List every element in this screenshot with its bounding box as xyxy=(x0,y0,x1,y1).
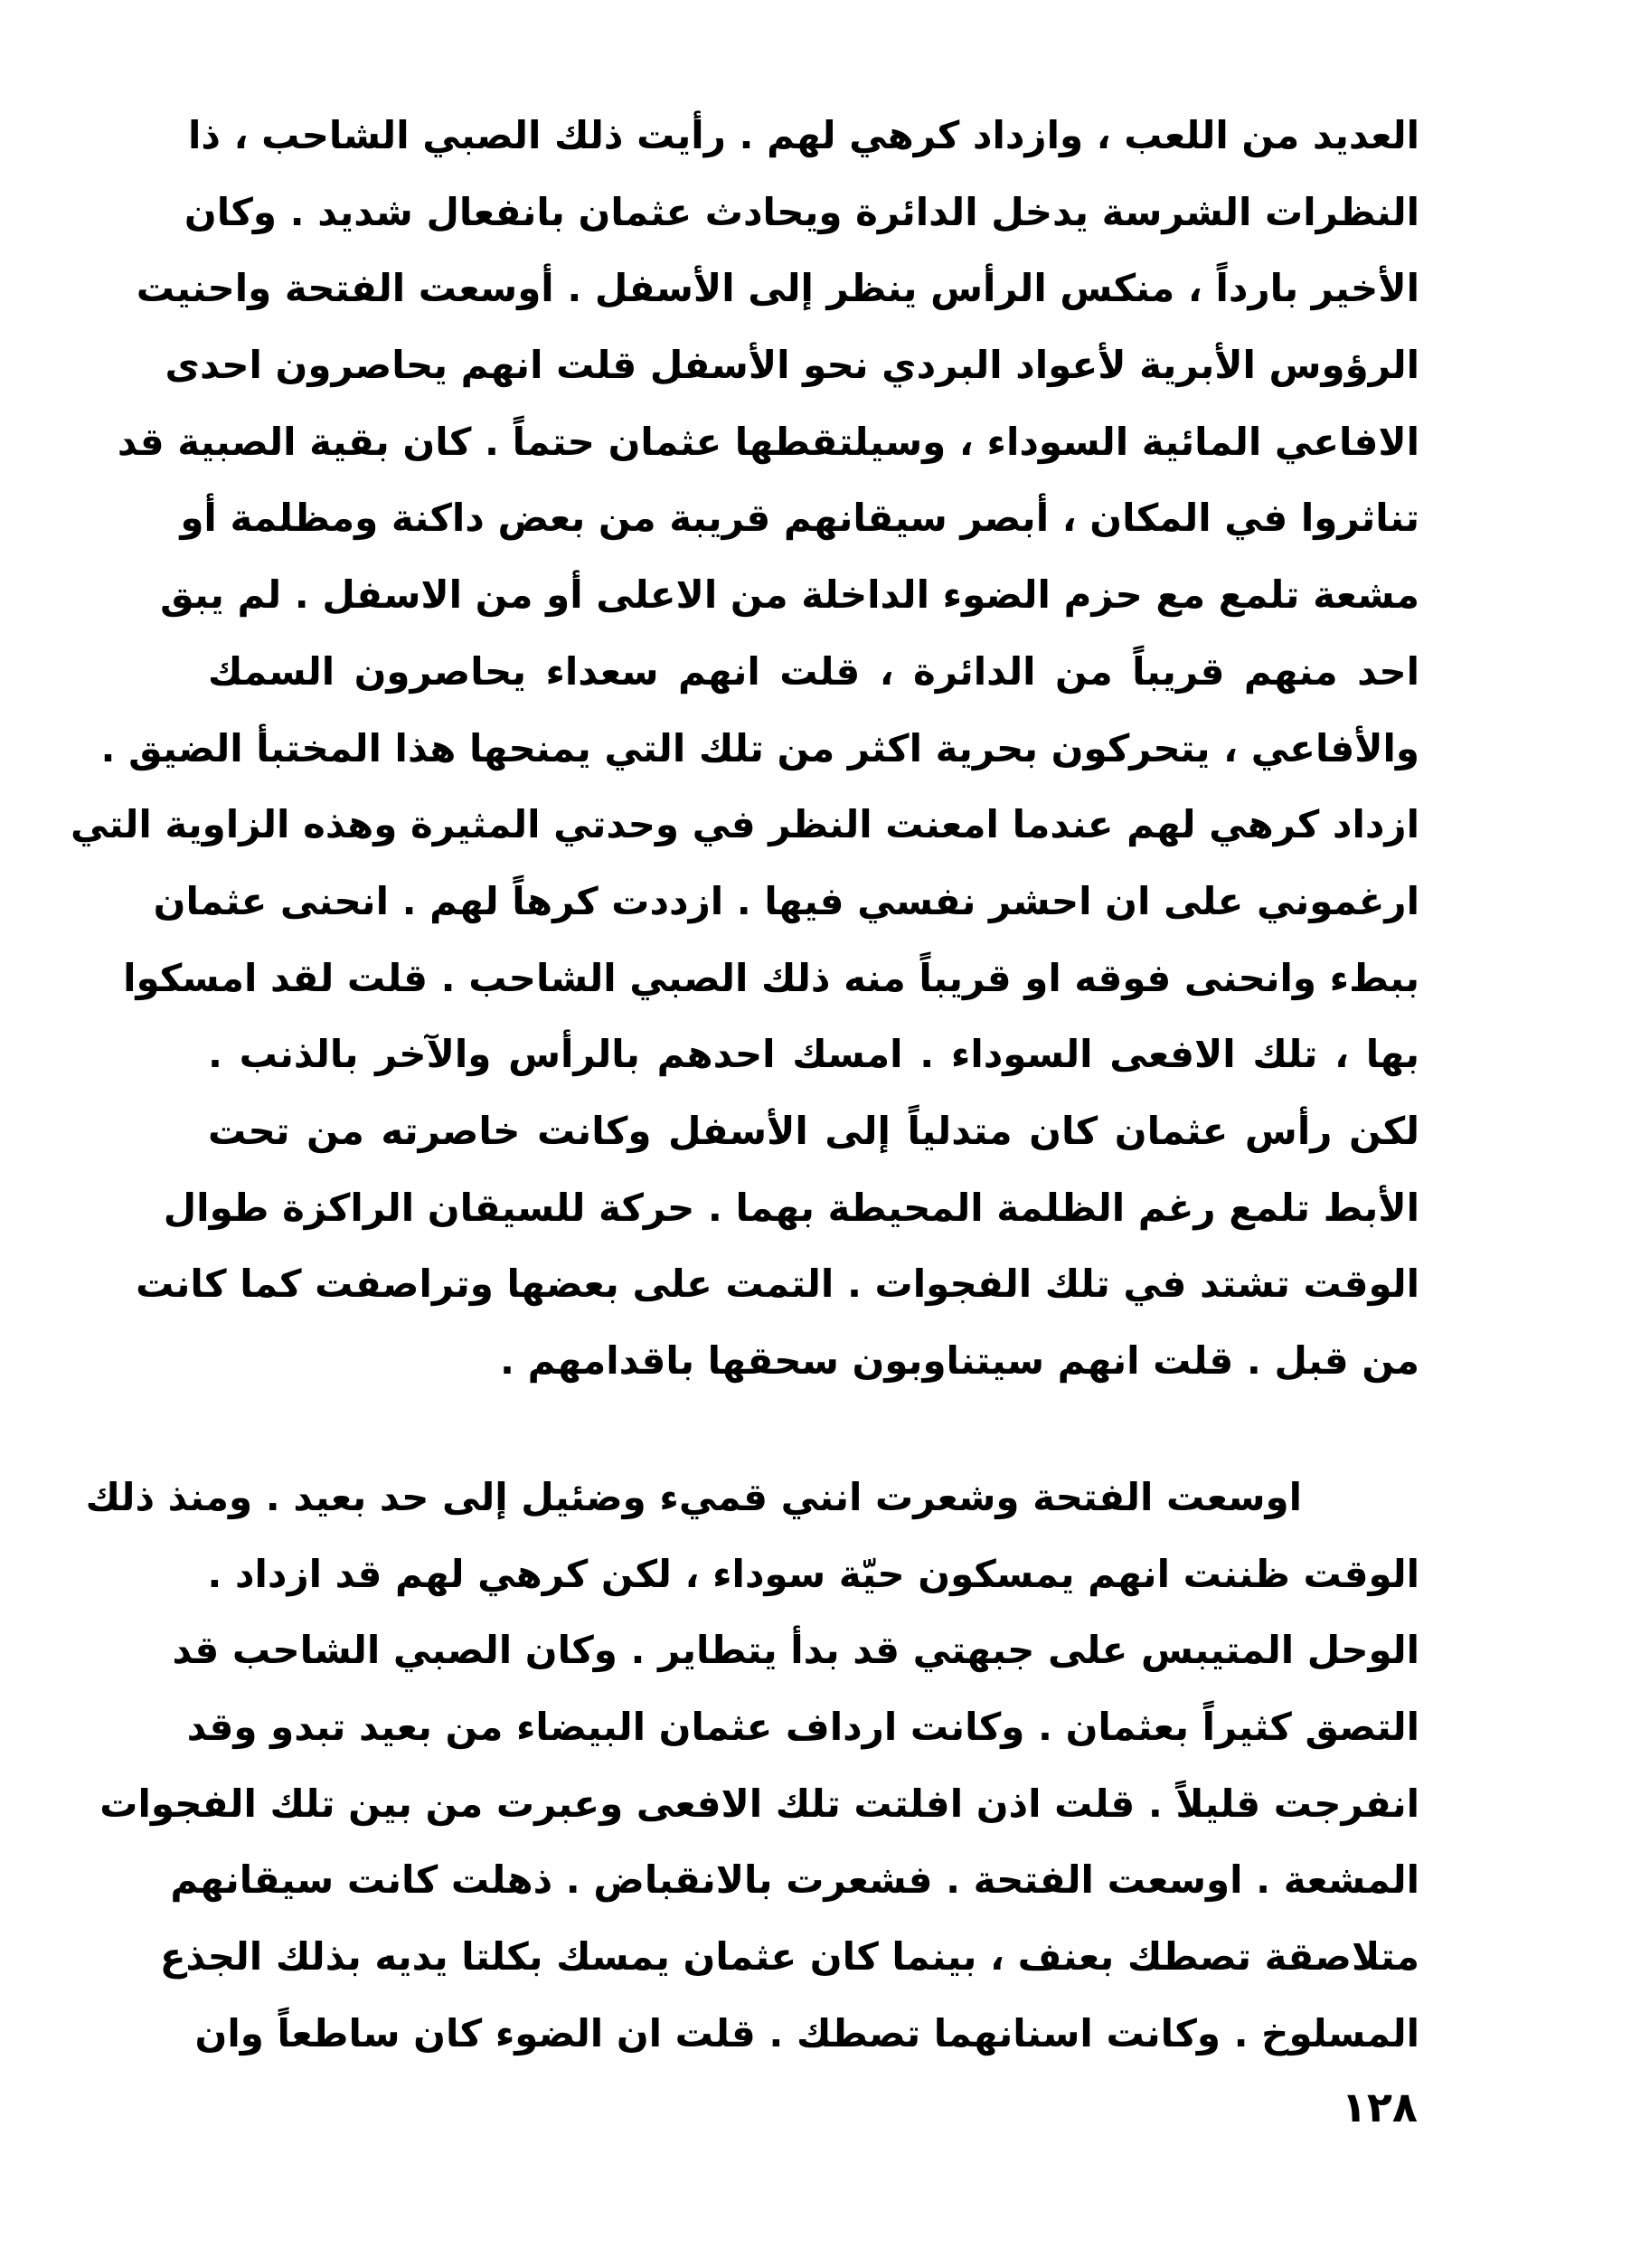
text-line: اوسعت الفتحة وشعرت انني قميء وضئيل إلى حد بعيد . ومنذ ذلك xyxy=(85,1475,1302,1519)
text-line: الوحل المتيبس على جبهتي قد بدأ يتطاير . وكان الصبي الشاحب قد xyxy=(172,1628,1419,1673)
text-line: المشعة . اوسعت الفتحة . فشعرت بالانقباض . ذهلت كانت سيقانهم xyxy=(170,1857,1419,1903)
paragraph-2 xyxy=(85,1460,1419,2073)
text-line: والأفاعي ، يتحركون بحرية اكثر من تلك التي يمنحها هذا المختبأ الضيق . xyxy=(100,725,1419,770)
text-line: بها ، تلك الافعى السوداء . امسك احدهم بالرأس والآخر بالذنب . xyxy=(208,1032,1419,1077)
text-line: الافاعي المائية السوداء ، وسيلتقطها عثمان حتماً . كان بقية الصبية قد xyxy=(117,419,1419,464)
text-line: الوقت تشتد في تلك الفجوات . التمت على بعضها وتراصفت كما كانت xyxy=(136,1262,1419,1307)
text-line: التصق كثيراً بعثمان . وكانت ارداف عثمان البيضاء من بعيد تبدو وقد xyxy=(186,1705,1419,1750)
paragraph-1 xyxy=(70,98,1419,1400)
text-line: الوقت ظننت انهم يمسكون حيّة سوداء ، لكن كرهي لهم قد ازداد . xyxy=(207,1551,1419,1596)
text-line: احد منهم قريباً من الدائرة ، قلت انهم سعداء يحاصرون السمك xyxy=(208,648,1419,694)
text-line: الأخير بارداً ، منكس الرأس ينظر إلى الأسفل . أوسعت الفتحة واحنيت xyxy=(136,266,1419,311)
text-line: تناثروا في المكان ، أبصر سيقانهم قريبة من بعض داكنة ومظلمة أو xyxy=(180,496,1419,541)
text-line: الأبط تلمع رغم الظلمة المحيطة بهما . حركة للسيقان الراكزة طوال xyxy=(163,1185,1419,1230)
text-line: ازداد كرهي لهم عندما امعنت النظر في وحدتي المثيرة وهذه الزاوية التي xyxy=(70,802,1419,847)
text-line: من قبل . قلت انهم سيتناوبون سحقها باقدامهم . xyxy=(500,1338,1419,1383)
text-line: انفرجت قليلاً . قلت اذن افلتت تلك الافعى وعبرت من بين تلك الفجوات xyxy=(99,1781,1419,1826)
text-line: النظرات الشرسة يدخل الدائرة ويحادث عثمان بانفعال شديد . وكان xyxy=(184,189,1419,234)
text-line: متلاصقة تصطك بعنف ، بينما كان عثمان يمسك بكلتا يديه بذلك الجذع xyxy=(159,1934,1419,1980)
text-line: المسلوخ . وكانت اسنانهما تصطك . قلت ان الضوء كان ساطعاً وان xyxy=(194,2010,1419,2055)
text-line: العديد من اللعب ، وازداد كرهي لهم . رأيت ذلك الصبي الشاحب ، ذا xyxy=(188,113,1419,157)
text-line: مشعة تلمع مع حزم الضوء الداخلة من الاعلى أو من الاسفل . لم يبق xyxy=(160,572,1419,618)
text-line: ارغموني على ان احشر نفسي فيها . ازددت كرهاً لهم . انحنى عثمان xyxy=(153,878,1419,923)
text-line: الرؤوس الأبرية لأعواد البردي نحو الأسفل قلت انهم يحاصرون احدى xyxy=(165,343,1419,388)
page-number: ١٢٨ xyxy=(1341,2083,1418,2131)
text-line: لكن رأس عثمان كان متدلياً إلى الأسفل وكانت خاصرته من تحت xyxy=(208,1108,1419,1153)
text-line: ببطء وانحنى فوقه او قريباً منه ذلك الصبي الشاحب . قلت لقد امسكوا xyxy=(123,955,1419,1000)
